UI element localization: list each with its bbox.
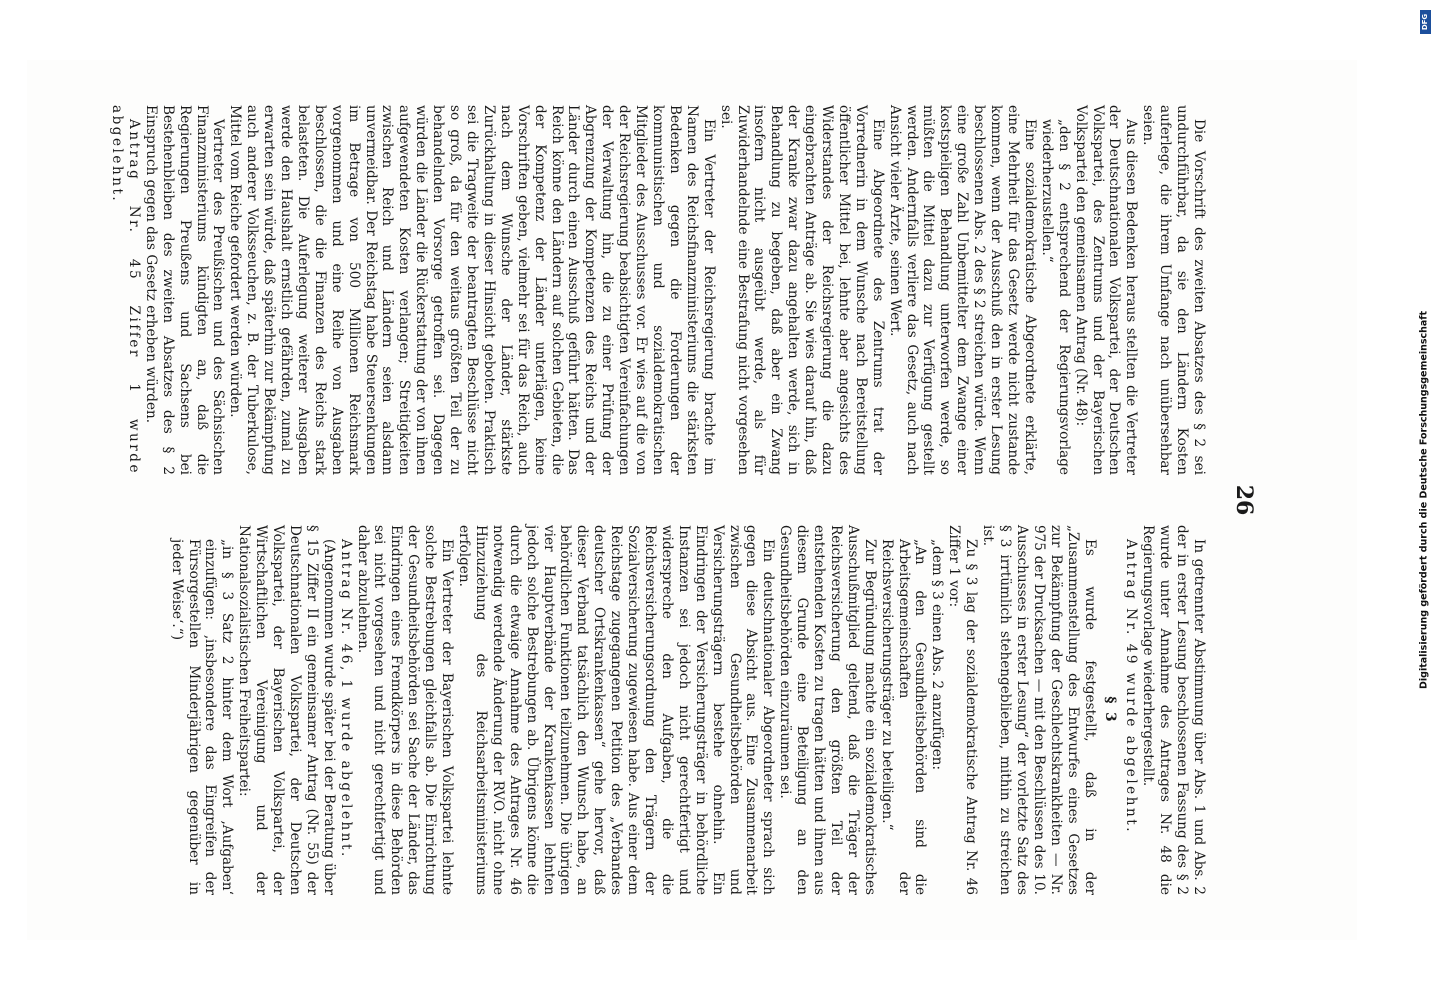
- right-column: [168, 525, 1207, 895]
- digitization-note: [1416, 10, 1432, 990]
- paragraph: Ein deutschnationaler Abgeordneter sprach sich gegen diese Absicht aus. Eine Zusammenarbeit zwischen Gesundheitsbehörden und Versicherungsträgern bestehe ohnehin. Ein Eindringen der Versicherungsträger in behördliche Instanzen sei jedoch nicht gerechtfertigt und widerspreche den Aufgaben, die die Reichsversicherungsordnung den Trägern der Sozialversicherung zugewiesen habe. Aus einer dem Reichstage zugegangenen Petition des „Verbandes deutscher Ortskrankenkassen“ gehe hervor, daß dieser Verband tatsächlich den Wunsch habe, an behördlichen Funktionen teilzunehmen. Die übrigen vier Hauptverbände der Krankenkassen lehnten jedoch solche Bestrebungen ab. Übrigens könne die durch die etwaige Annahme des Antrages Nr. 46 notwendig werdende Änderung der RVO. nicht ohne Hinzuziehung des Reichsarbeitsministeriums erfolgen.: [456, 525, 777, 895]
- page-number: 26: [1231, 484, 1257, 516]
- paragraph: Eine Abgeordnete des Zentrums trat der Vorrednerin in dem Wunsche nach Bereitstellung öffentlicher Mittel bei, lehnte aber angesichts des Widerstandes der Reichsregierung die dazu eingebrachten Anträge ab. Sie wies darauf hin, daß der Kranke zwar dazu angehalten werde, sich in Behandlung zu begeben, daß aber ein Zwang insofern nicht ausgeübt werde, als für Zuwiderhandelnde eine Bestrafung nicht vorgesehen sei.: [717, 105, 886, 475]
- paragraph: Ein Vertreter der Reichsregierung brachte im Namen des Reichsfinanzministeriums die stärksten Bedenken gegen die Forderungen der kommunistischen und sozialdemokratischen Mitglieder des Ausschusses vor. Er wies auf die von der Reichsregierung beabsichtigten Vereinfachungen der Verwaltung hin, die zu einer Prüfung der Abgrenzung der Kompetenzen des Reichs und der Länder durch einen Ausschuß geführt hätten. Das Reich könne den Ländern auf solchen Gebieten, die der Kompetenz der Länder unterlägen, keine Vorschriften geben, vielmehr sei für das Reich, auch nach dem Wunsche der Länder, stärkste Zurückhaltung in dieser Hinsicht geboten. Praktisch sei die Tragweite der beantragten Beschlüsse nicht so groß, da für den weitaus größten Teil der zu behandelnden Vorsorge getroffen sei. Dagegen würden die Länder die Rückerstattung der von ihnen aufgewendeten Kosten verlangen; Streitigkeiten zwischen Reich und Ländern seien alsdann unvermeidbar. Der Reichstag habe Steuersenkungen im Betrage von 500 Millionen Reichsmark vorgenommen und eine Reihe von Ausgaben beschlossen, die die Finanzen des Reichs stark belasteten. Die Auferlegung weiterer Ausgaben werde den Haushalt ernstlich gefährden, zumal zu erwarten sein würde, daß späterhin zur Bekämpfung auch anderer Volksseuchen, z. B. der Tuberkulose, Mittel vom Reiche gefordert werden würden.: [227, 105, 717, 475]
- paragraph: In getrennter Abstimmung über Abs. 1 und Abs. 2 der in erster Lesung beschlossenen Fassung des § 2 wurde unter Annahme des Antrages Nr. 48 die Regierungsvorlage wiederhergestellt.: [1140, 525, 1207, 895]
- vote-result: Antrag Nr. 46, 1 wurde abgelehnt.: [337, 539, 354, 859]
- paragraph: Aus diesen Bedenken heraus stellten die Vertreter der Deutschnationalen Volkspartei, der Deutschen Volkspartei, des Zentrums und der Bayerischen Volkspartei den gemeinsamen Antrag (Nr. 48):: [1072, 105, 1140, 475]
- paragraph: Zur Begründung machte ein sozialdemokratisches Ausschußmitglied geltend, daß die Träger der Reichsversicherung den größten Teil der entstehenden Kosten zu tragen hätten und ihnen aus diesem Grunde eine Beteiligung an den Gesundheitsbehörden einzuräumen sei.: [777, 525, 878, 895]
- vote-result: Antrag Nr. 45 Ziffer 1 wurde abgelehnt.: [109, 105, 142, 475]
- paragraph: Die Vorschrift des zweiten Absatzes des § 2 sei undurchführbar, da sie den Ländern Kosten auferlege, die ihrem Umfange nach unübersehbar seien.: [1140, 105, 1207, 475]
- digitization-note-text: Digitalisierung gefördert durch die Deutsche Forschungsgemeinschaft: [1418, 311, 1430, 689]
- quoted-motion: „An den Gesundheitsbehörden sind die Arbeitsgemeinschaften der Reichsversicherungsträger zu beteiligen.“: [878, 539, 929, 895]
- dfg-logo-icon: [1420, 10, 1431, 34]
- quoted-motion: „den § 2 entsprechend der Regierungsvorlage wiederherzustellen.“: [1038, 119, 1072, 475]
- paragraph: Eine sozialdemokratische Abgeordnete erklärte, eine Mehrheit für das Gesetz werde nicht zustande kommen, wenn der Ausschuß den in erster Lesung beschlossenen Abs. 2 des § 2 streichen würde. Wenn eine große Zahl Unbemittelter dem Zwange einer kostspieligen Behandlung unterworfen werde, so müßten die Mittel dazu zur Verfügung gestellt werden. Andernfalls verliere das Gesetz, auch nach Ansicht vieler Ärzte, seinen Wert.: [886, 105, 1038, 475]
- paragraph: Es wurde festgestellt, daß in der „Zusammenstellung des Entwurfes eines Gesetzes zur Bekämpfung der Geschlechtskrankheiten — Nr. 975 der Drucksachen — mit den Beschlüssen des 10. Ausschusses in erster Lesung“ der vorletzte Satz des § 3 irrtümlich stehengeblieben, mithin zu streichen ist.: [980, 525, 1098, 895]
- left-column: [108, 105, 1207, 475]
- paragraph: Ein Vertreter der Bayerischen Volkspartei lehnte solche Bestrebungen gleichfalls ab. Die Einrichtung der Gesundheitsbehörden sei Sache der Länder, das Eindringen eines Fremdkörpers in diese Behörden sei nicht vorgesehen und nicht gerechtfertigt und daher abzulehnen.: [354, 525, 456, 895]
- quoted-motion: „in § 3 Satz 2 hinter dem Wort ‚Aufgaben‘ einzufügen: ‚insbesondere das Eingreifen der Fürsorgestellen Minderjährigen gegenüber in jeder Weise‘.“): [168, 539, 236, 895]
- quoted-motion: „dem § 3 einen Abs. 2 anzufügen:: [929, 539, 946, 771]
- document-page: [27, 60, 1357, 940]
- vote-result: Antrag Nr. 49 wurde abgelehnt.: [1123, 539, 1140, 835]
- paragraph: Vertreter des Preußischen und des Sächsischen Finanzministeriums kündigten an, daß die Regierungen Preußens und Sachsens bei Bestehenbleiben des zweiten Absatzes des § 2 Einspruch gegen das Gesetz erheben würden.: [142, 105, 227, 475]
- paragraph: (Angenommen wurde später bei der Beratung über § 15 Ziffer II ein gemeinsamer Antrag (Nr. 55) der Deutschnationalen Volkspartei, der Deutschen Volkspartei, der Bayerischen Volkspartei, der Wirtschaftlichen Vereinigung und der Nationalsozialistischen Freiheitspartei:: [236, 525, 337, 895]
- paragraph: Zu § 3 lag der sozialdemokratische Antrag Nr. 46 Ziffer 1 vor:: [946, 525, 980, 895]
- section-heading: § 3: [1102, 696, 1119, 724]
- dfg-logo-text: DFG: [1421, 13, 1430, 31]
